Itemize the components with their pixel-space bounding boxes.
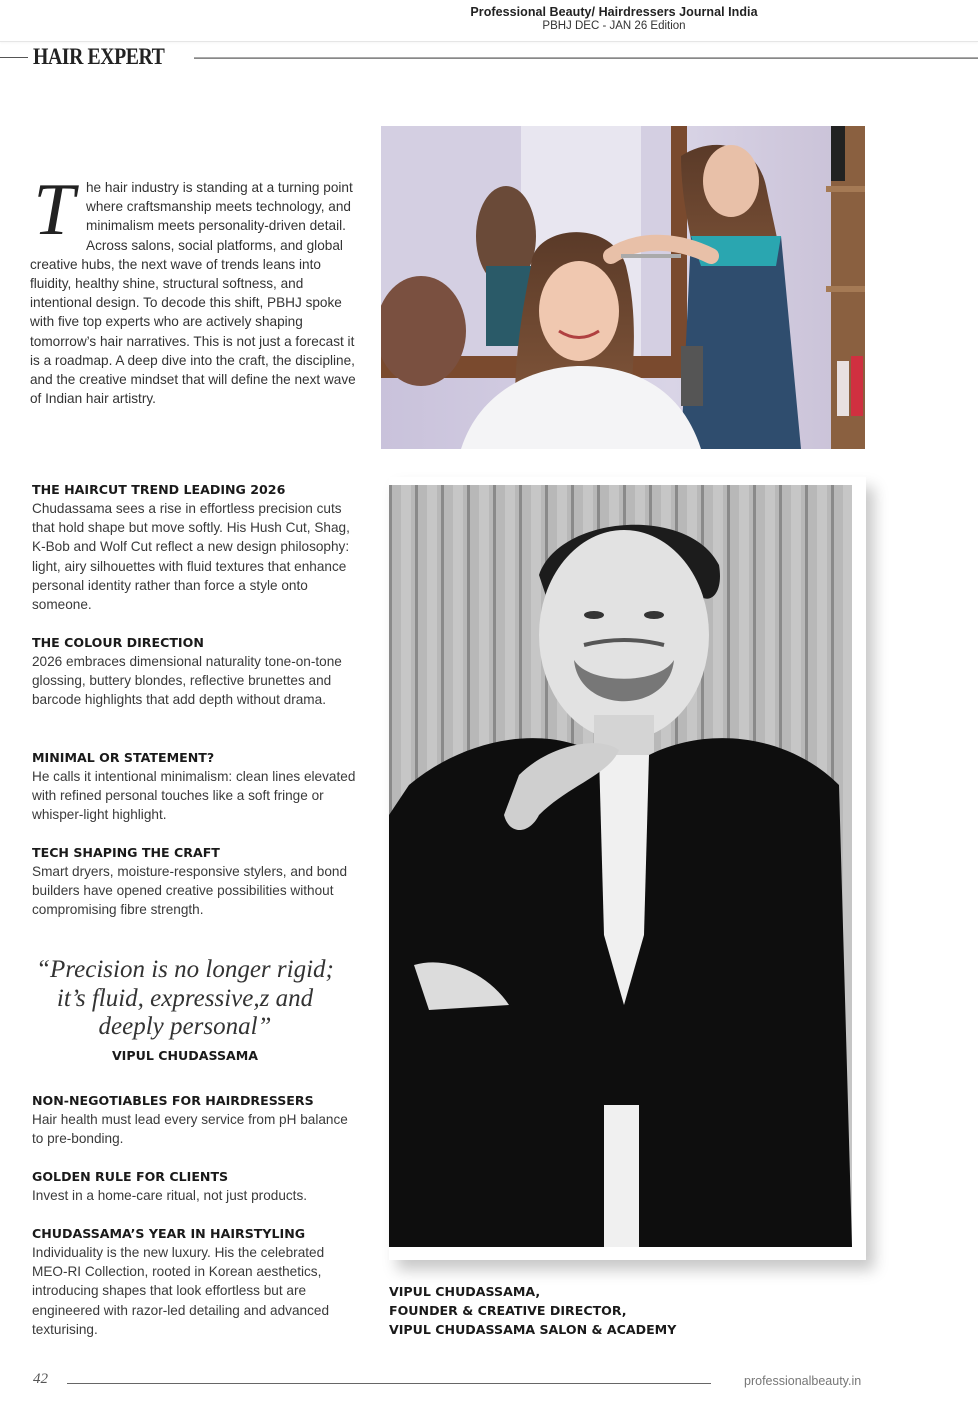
section-body: Individuality is the new luxury. His the celebrated MEO-RI Collection, rooted in Korean aesthetics, introducing shapes that look effortless but are engineered with razor-led detailing and advanced texturising. (32, 1245, 329, 1337)
section-heading: THE HAIRCUT TREND LEADING 2026 (32, 482, 286, 497)
section-rule-right (194, 57, 978, 59)
pull-quote-line: deeply personal” (98, 1013, 272, 1040)
salon-haircut-photo (381, 126, 865, 449)
caption-name: VIPUL CHUDASSAMA, (389, 1284, 541, 1299)
section-tech-shaping-craft (32, 843, 362, 920)
footer-rule (67, 1383, 711, 1384)
publication-header (0, 0, 978, 42)
caption-company: VIPUL CHUDASSAMA SALON & ACADEMY (389, 1322, 677, 1338)
section-non-negotiables (32, 1091, 362, 1148)
section-rule-left (0, 57, 28, 58)
vipul-chudassama-portrait (389, 485, 852, 1247)
pull-quote-line: it’s fluid, expressive,z and (56, 984, 314, 1012)
section-colour-direction (32, 633, 362, 710)
section-body: Smart dryers, moisture-responsive stylers, and bond builders have opened creative possibilities without compromising fibre strength. (32, 864, 348, 918)
caption-role: FOUNDER & CREATIVE DIRECTOR, (389, 1303, 627, 1319)
section-heading: NON-NEGOTIABLES FOR HAIRDRESSERS (32, 1093, 314, 1108)
edition-label: PBHJ DEC - JAN 26 Edition (542, 20, 686, 32)
section-heading: CHUDASSAMA’S YEAR IN HAIRSTYLING (32, 1226, 306, 1241)
section-heading: MINIMAL OR STATEMENT? (32, 750, 215, 765)
section-title: HAIR EXPERT (33, 44, 165, 69)
footer-website-link[interactable]: professionalbeauty.in (744, 1374, 862, 1388)
section-minimal-or-statement (32, 748, 362, 825)
section-body: Hair health must lead every service from pH balance to pre-bonding. (32, 1112, 348, 1147)
drop-cap: T (33, 169, 75, 251)
portrait-caption (389, 1282, 676, 1340)
section-heading: GOLDEN RULE FOR CLIENTS (32, 1169, 229, 1184)
section-heading: TECH SHAPING THE CRAFT (32, 845, 220, 860)
section-heading: THE COLOUR DIRECTION (32, 635, 204, 650)
publication-title: Professional Beauty/ Hairdressers Journal India (470, 5, 758, 19)
section-golden-rule (32, 1167, 362, 1205)
pull-quote-line: “Precision is no longer rigid; (36, 956, 334, 983)
intro-paragraph (30, 169, 360, 408)
pull-quote (30, 956, 340, 1042)
intro-text: he hair industry is standing at a turning point where craftsmanship meets technology, and minimalism meets personality-driven detail. Across salons, social platforms, and global creative hubs, the next wave of trends leans into fluidity, healthy shine, structural softness, and intentional design. To decode this shift, PBHJ spoke with five top experts who are actively shaping tomorrow’s hair narratives. This is not just a forecast it is a roadmap. A deep dive into the craft, the discipline, and the creative mindset that will define the next wave of Indian hair artistry. (30, 180, 356, 407)
section-haircut-trend (32, 480, 362, 614)
pull-quote-author: VIPUL CHUDASSAMA (111, 1048, 259, 1063)
section-body: Chudassama sees a rise in effortless precision cuts that hold shape but move softly. His Hush Cut, Shag, K-Bob and Wolf Cut reflect a new design philosophy: light, airy silhouettes with fluid textures that enhance personal identity rather than force a style onto someone. (32, 501, 350, 613)
section-body: 2026 embraces dimensional naturality tone-on-tone glossing, buttery blondes, reflective brunettes and barcode highlights that add depth without drama. (32, 654, 342, 708)
page-number: 42 (33, 1371, 48, 1387)
section-body: He calls it intentional minimalism: clean lines elevated with refined personal touches like a soft fringe or whisper-light highlight. (32, 769, 356, 823)
section-body: Invest in a home-care ritual, not just products. (32, 1188, 308, 1203)
section-year-in-hairstyling (32, 1224, 362, 1339)
